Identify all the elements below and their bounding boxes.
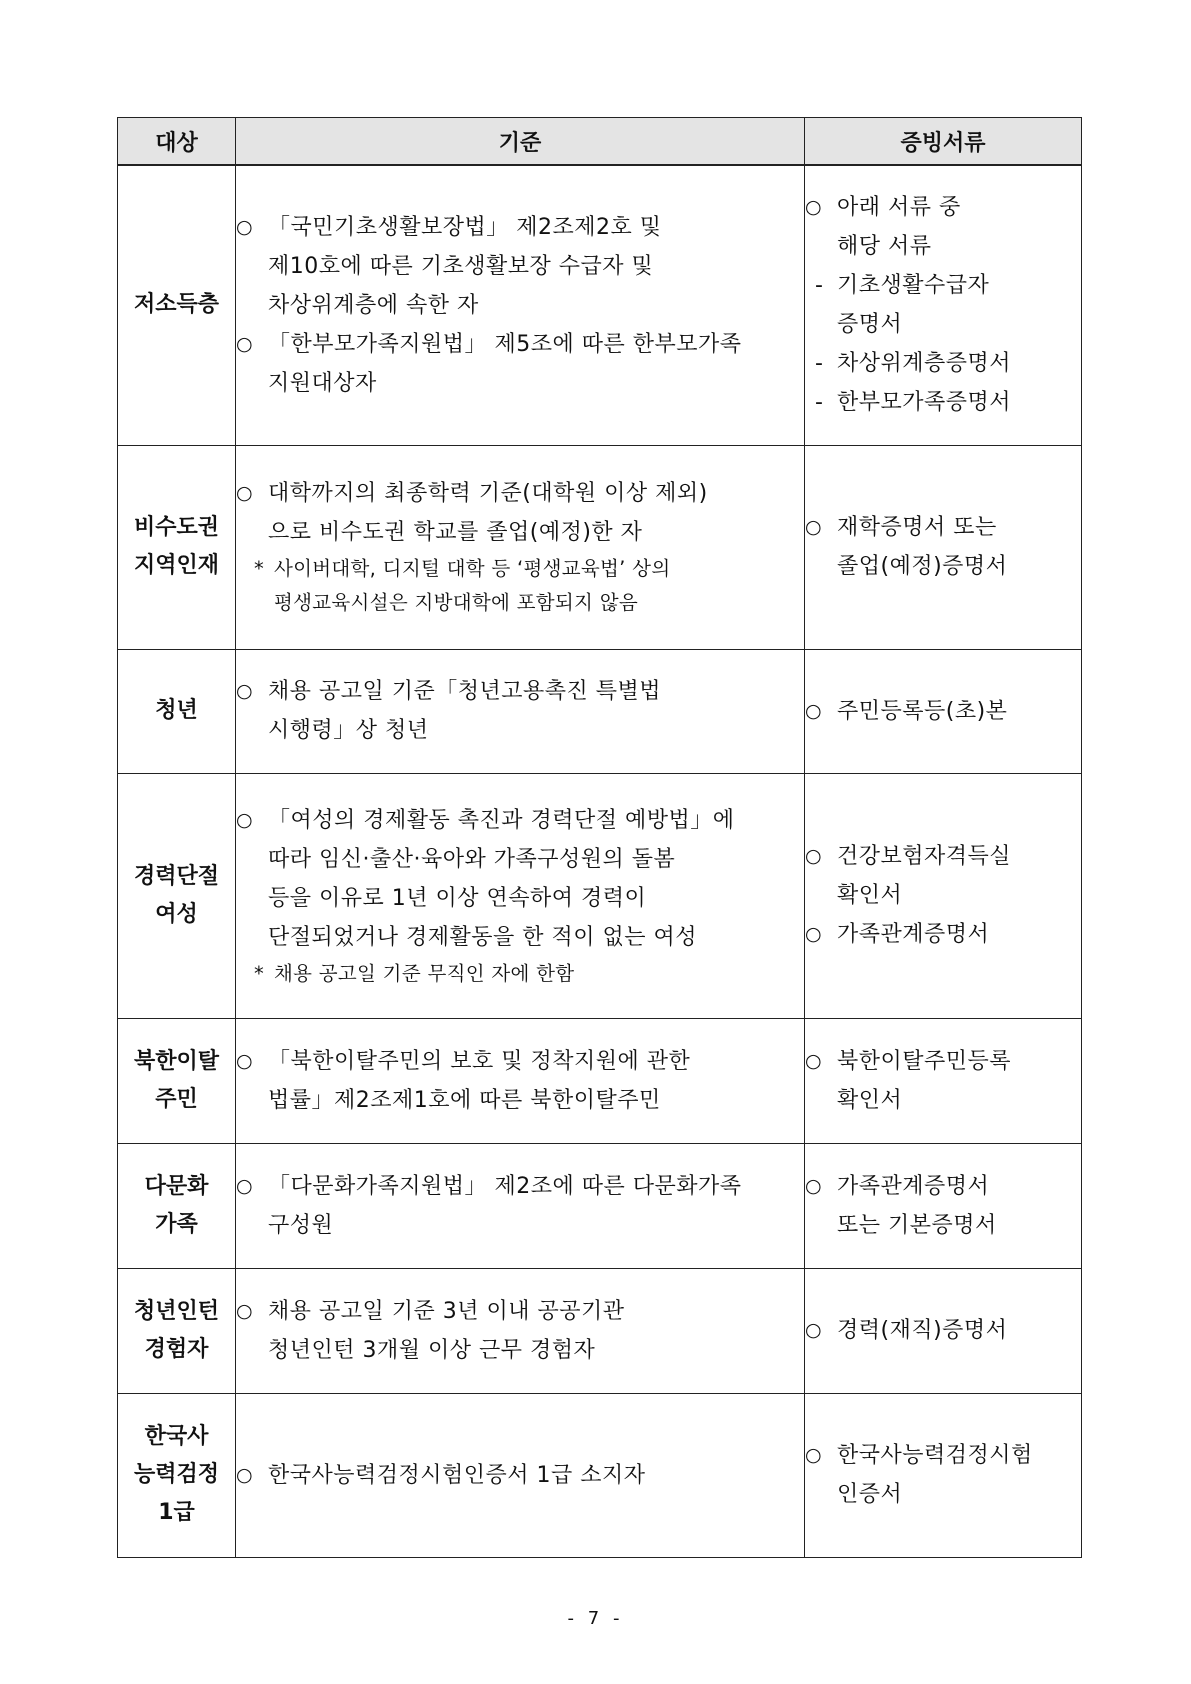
table-row [118,165,1082,445]
target-line: 비수도권 [133,515,219,540]
proof-cell [805,1018,1082,1143]
proof-line: - 기초생활수급자 [837,273,990,299]
criteria-line: ○ 「한부모가족지원법」 제5조에 따른 한부모가족 [268,331,742,357]
table-row [118,1268,1082,1393]
proof-line: ○ 주민등록등(초)본 [837,698,1008,724]
table-header-row [118,118,1082,166]
criteria-cell [236,1393,805,1557]
proof-cell [805,1143,1082,1268]
proof-line: 졸업(예정)증명서 [837,554,1008,579]
criteria-line: 청년인턴 3개월 이상 근무 경험자 [268,1337,596,1363]
proof-line: - 한부모가족증명서 [837,390,1012,416]
criteria-line: ○ 한국사능력검정시험인증서 1급 소지자 [268,1462,646,1488]
target-line: 다문화 [144,1173,209,1199]
table-row [118,445,1082,649]
target-line: 한국사 [144,1424,209,1449]
criteria-cell [236,445,805,649]
proof-line: ○ 가족관계증명서 [837,922,990,947]
target-line: 경력단절 [133,863,219,889]
proof-bullet [805,1167,1081,1245]
criteria-line: 차상위계층에 속한 자 [268,292,479,318]
criteria-cell [236,165,805,445]
criteria-note [236,957,804,991]
proof-cell [805,1268,1082,1393]
criteria-bullet [236,801,804,957]
proof-cell [805,649,1082,773]
target-line: 지역인재 [133,553,219,578]
criteria-bullet [236,1456,804,1495]
proof-line: - 차상위계층증명서 [837,351,1012,377]
criteria-cell [236,1143,805,1268]
criteria-bullet [236,1292,804,1370]
criteria-note [236,552,804,620]
table-row [118,1018,1082,1143]
target-cell [118,1268,236,1393]
target-line: 청년인턴 [133,1298,219,1324]
criteria-line: ○ 채용 공고일 기준「청년고용촉진 특별법 [268,679,662,704]
target-line: 여성 [155,901,198,927]
criteria-line: 법률」제2조제1호에 따른 북한이탈주민 [268,1087,661,1113]
target-cell [118,1143,236,1268]
target-line: 저소득층 [133,292,219,318]
criteria-cell [236,649,805,773]
target-line: 북한이탈 [133,1048,219,1074]
proof-bullet [805,1436,1081,1514]
criteria-cell [236,773,805,1018]
proof-cell [805,1393,1082,1557]
proof-bullet [805,188,1081,266]
target-cell [118,1393,236,1557]
target-cell [118,445,236,649]
proof-line: 확인서 [837,883,903,908]
header-criteria: 기준 [236,118,805,166]
page-number: - 7 - [567,1608,624,1629]
proof-bullet [805,508,1081,586]
proof-line: 인증서 [837,1482,903,1507]
target-cell [118,165,236,445]
target-line: 청년 [155,698,198,723]
header-target: 대상 [118,118,236,166]
criteria-line: ○ 「북한이탈주민의 보호 및 정착지원에 관한 [268,1048,691,1074]
note-line: 평생교육시설은 지방대학에 포함되지 않음 [274,591,638,614]
qualification-table [117,117,1082,1558]
criteria-bullet [236,1042,804,1120]
proof-line: ○ 한국사능력검정시험 [837,1443,1033,1468]
target-cell [118,649,236,773]
proof-line: ○ 경력(재직)증명서 [837,1318,1008,1343]
criteria-cell [236,1268,805,1393]
criteria-line: ○ 대학까지의 최종학력 기준(대학원 이상 제외) [268,481,708,506]
proof-bullet [805,692,1081,731]
proof-line: ○ 아래 서류 중 [837,195,961,221]
criteria-cell [236,1018,805,1143]
proof-dash-item [805,266,1081,344]
target-cell [118,773,236,1018]
criteria-line: 제10호에 따른 기초생활보장 수급자 및 [268,253,654,279]
target-line: 능력검정 [133,1462,219,1487]
proof-bullet [805,1311,1081,1350]
table-row [118,1393,1082,1557]
target-cell [118,1018,236,1143]
proof-cell [805,773,1082,1018]
proof-cell [805,445,1082,649]
target-line: 1급 [158,1500,195,1525]
criteria-line: 시행령」상 청년 [268,718,429,743]
table-row [118,773,1082,1018]
proof-dash-item [805,344,1081,383]
criteria-line: 으로 비수도권 학교를 졸업(예정)한 자 [268,520,643,545]
criteria-line: ○ 「여성의 경제활동 촉진과 경력단절 예방법」에 [268,807,735,833]
proof-line: ○ 재학증명서 또는 [837,515,997,540]
criteria-line: ○ 채용 공고일 기준 3년 이내 공공기관 [268,1298,625,1324]
target-line: 주민 [155,1086,198,1112]
target-line: 가족 [155,1211,198,1237]
criteria-bullet [236,474,804,552]
header-proof-documents: 증빙서류 [805,118,1082,166]
proof-line: 또는 기본증명서 [837,1212,997,1238]
criteria-bullet [236,1167,804,1245]
criteria-line: 단절되었거나 경제활동을 한 적이 없는 여성 [268,924,698,950]
proof-bullet [805,1042,1081,1120]
proof-line: 해당 서류 [837,234,932,260]
criteria-line: ○ 「국민기초생활보장법」 제2조제2호 및 [268,214,662,240]
criteria-line: 지원대상자 [268,370,377,396]
criteria-line: ○ 「다문화가족지원법」 제2조에 따른 다문화가족 [268,1173,742,1199]
criteria-line: 구성원 [268,1212,334,1238]
proof-line: 증명서 [837,312,903,338]
proof-line: ○ 건강보험자격득실 [837,844,1012,869]
proof-line: ○ 북한이탈주민등록 [837,1048,1012,1074]
note-line: * 사이버대학, 디지털 대학 등 ‘평생교육법’ 상의 [274,557,671,580]
criteria-line: 등을 이유로 1년 이상 연속하여 경력이 [268,885,647,911]
target-line: 경험자 [144,1336,209,1362]
proof-dash-item [805,383,1081,422]
criteria-line: 따라 임신·출산·육아와 가족구성원의 돌봄 [268,846,676,872]
criteria-bullet [236,325,804,403]
proof-line: 확인서 [837,1087,903,1113]
table-row [118,1143,1082,1268]
proof-bullet [805,837,1081,915]
criteria-bullet [236,672,804,750]
proof-line: ○ 가족관계증명서 [837,1173,990,1199]
table-row [118,649,1082,773]
proof-cell [805,165,1082,445]
note-line: * 채용 공고일 기준 무직인 자에 한함 [274,961,575,985]
criteria-bullet [236,208,804,325]
proof-bullet [805,915,1081,954]
